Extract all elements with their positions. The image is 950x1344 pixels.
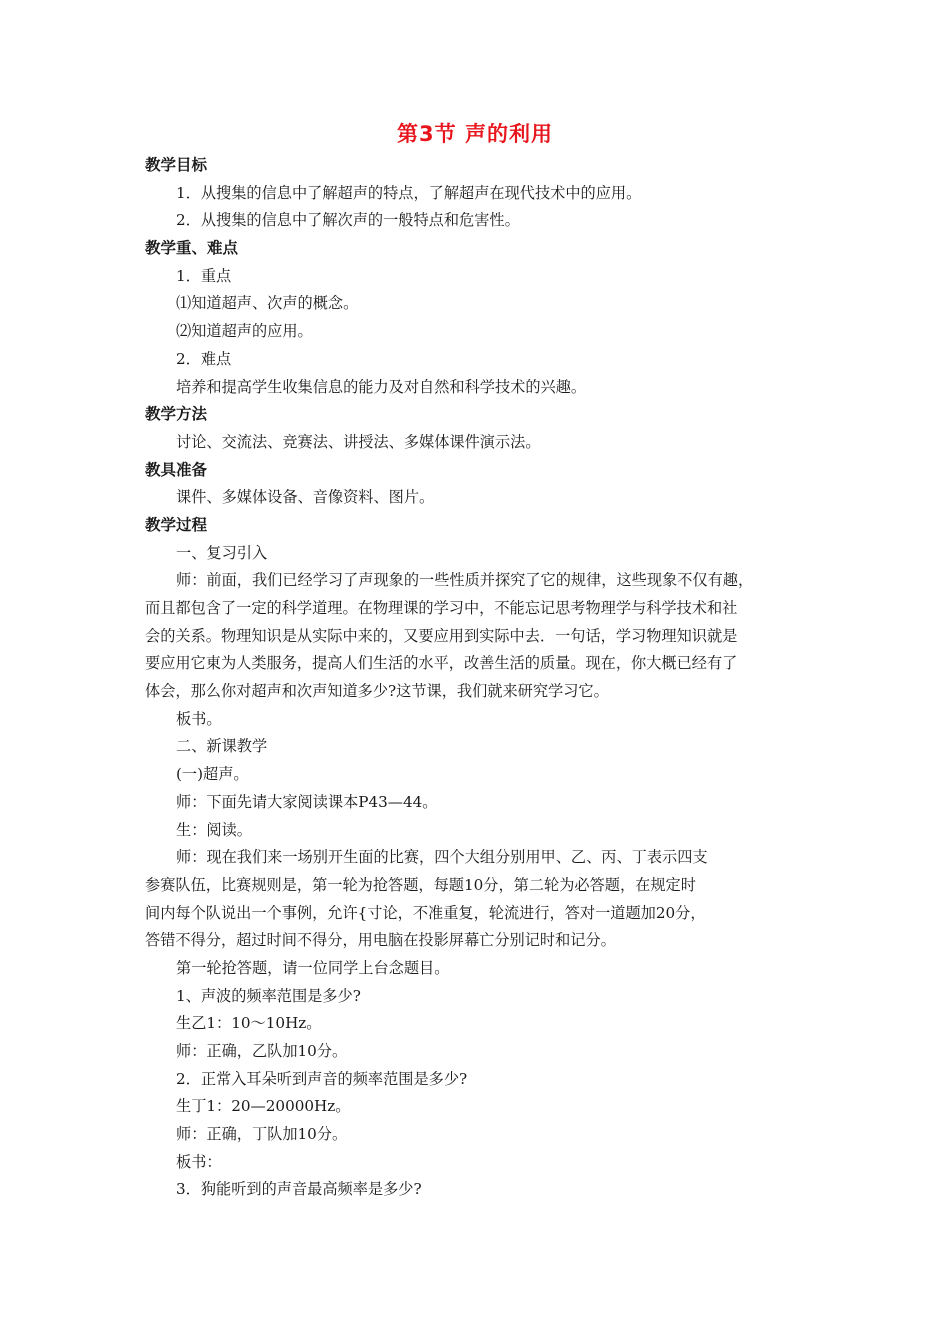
paragraph-line: 二、新课教学 [176,737,268,756]
paragraph-line: 生：阅读。 [176,820,252,839]
paragraph-line: 要应用它東为人类服务，提高人们生活的水平，改善生活的质量。现在，你大概已经有了 [145,654,738,673]
paragraph-line: 第一轮抢答题，请一位同学上台念题目。 [176,958,450,977]
paragraph-line: 答错不得分，超过时间不得分，用电脑在投影屏幕亡分别记时和记分。 [145,931,616,950]
paragraph-line: 3．狗能听到的声音最高频率是多少? [176,1180,422,1199]
paragraph-line: 培养和提高学生收集信息的能力及对自然和科学技术的兴趣。 [176,377,587,396]
paragraph-line: 体会，那么你对超声和次声知道多少?这节课，我们就来研究学习它。 [145,682,609,701]
page-title: 第3节 声的利用 [397,122,553,146]
paragraph-line: (一)超声。 [176,765,249,784]
paragraph-line: 2．难点 [176,349,232,368]
paragraph-line: 师：现在我们来一场别开生面的比赛，四个大组分别用甲、乙、丙、丁表示四支 [176,848,708,867]
section-heading: 教具准备 [145,460,208,479]
paragraph-line: 师：前面，我们已经学习了声现象的一些性质并探究了它的规律，这些现象不仅有趣， [176,571,754,590]
paragraph-line: 一、复习引入 [176,543,268,562]
paragraph-line: 师：正确，乙队加10分。 [176,1042,348,1060]
paragraph-line: 生乙1：10～10Hz。 [176,1014,322,1033]
paragraph-line: 板书。 [176,709,222,728]
paragraph-line: ⑵知道超声的应用。 [176,322,313,341]
paragraph-line: 师：下面先请大家阅读课本P43—44。 [176,792,438,811]
paragraph-line: 师：正确，丁队加10分。 [176,1125,348,1144]
paragraph-line: 1．从搜集的信息中了解超声的特点，了解超声在现代技术中的应用。 [176,183,642,202]
paragraph-line: 间内每个队说出一个事例，允许{寸论，不准重复，轮流进行，答对一道题加20分， [145,903,706,922]
paragraph-line: 2．正常入耳朵听到声音的频率范围是多少? [176,1069,468,1088]
paragraph-line: 2．从搜集的信息中了解次声的一般特点和危害性。 [176,211,520,230]
section-heading: 教学过程 [145,515,208,534]
paragraph-line: 1．重点 [176,266,232,285]
paragraph-line: 参赛队伍，比赛规则是，第一轮为抢答题，每题10分，第二轮为必答题，在规定时 [145,875,696,894]
document-body [145,152,805,1204]
paragraph-line: 课件、多媒体设备、音像资料、图片。 [176,488,435,507]
paragraph-line: 板书： [176,1152,222,1171]
section-heading: 教学方法 [145,405,208,424]
paragraph-line: ⑴知道超声、次声的概念。 [176,294,359,313]
paragraph-line: 1、声波的频率范围是多少? [176,986,361,1005]
paragraph-line: 会的关系。物理知识是从实际中来的，又要应用到实际中去．一句话，学习物理知识就是 [145,626,738,645]
paragraph-line: 讨论、交流法、竞赛法、讲授法、多媒体课件演示法。 [176,432,541,451]
section-heading: 教学重、难点 [145,239,239,258]
paragraph-line: 生丁1：20—20000Hz。 [176,1097,351,1116]
section-heading: 教学目标 [145,156,208,174]
paragraph-line: 而且都包含了一定的科学道理。在物理课的学习中，不能忘记思考物理学与科学技术和社 [145,599,738,617]
